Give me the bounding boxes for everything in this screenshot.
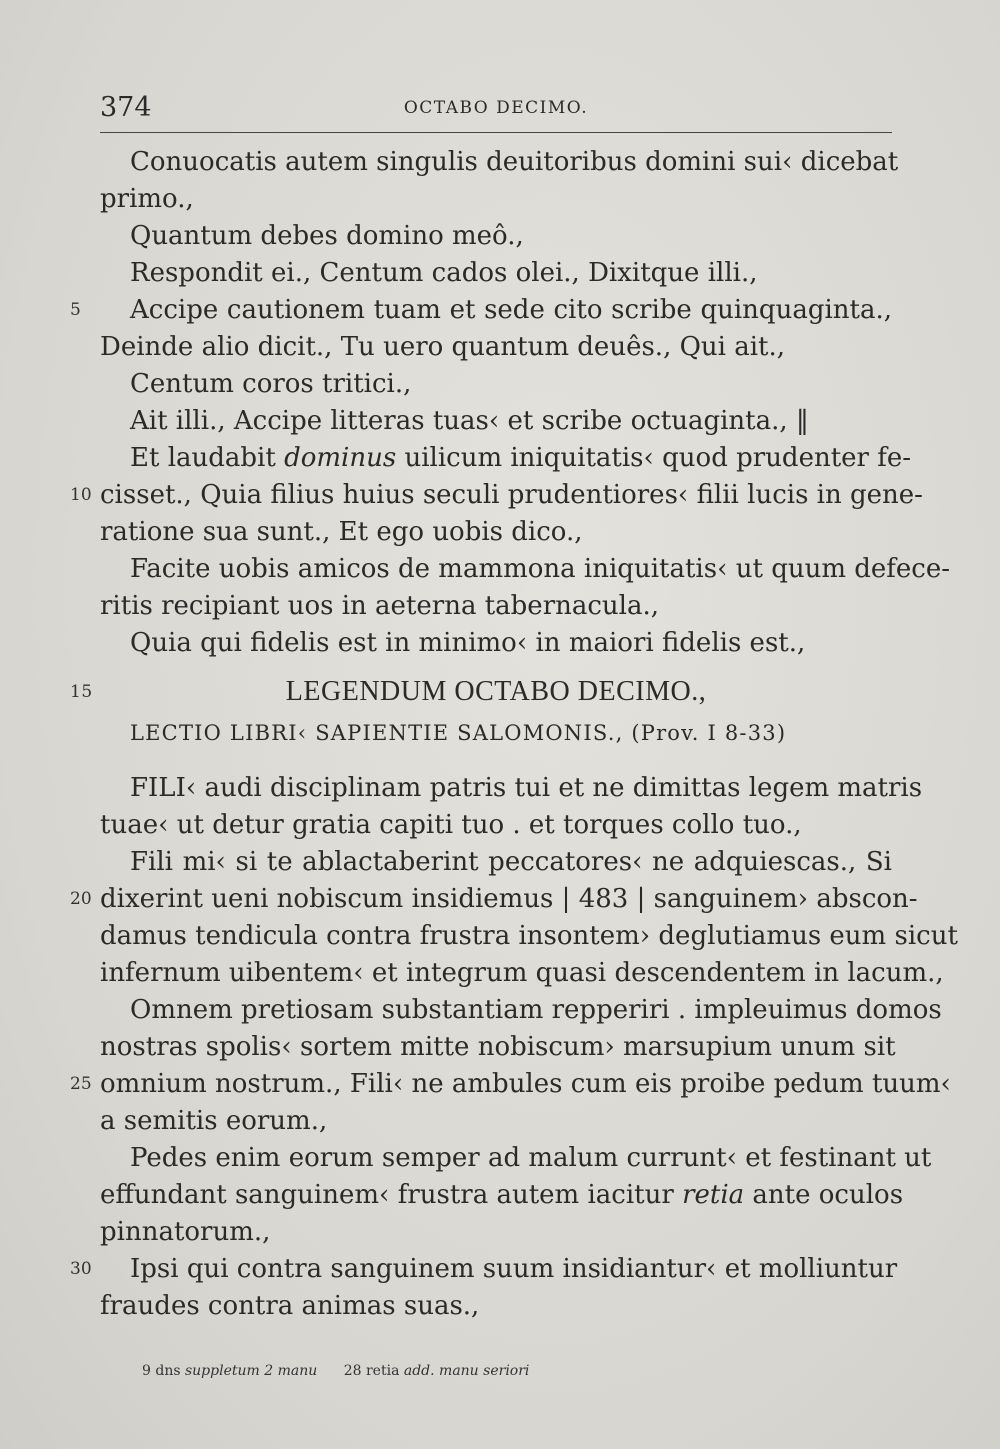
line-text: infernum uibentem‹ et integrum quasi descendentem in lacum., (100, 958, 944, 988)
text-line (100, 440, 912, 477)
text-line (100, 1140, 932, 1177)
text-line (100, 1177, 904, 1214)
section-subtitle: LECTIO LIBRI‹ SAPIENTIE SALOMONIS., (Prov. I 8-33) (130, 721, 787, 745)
text-line (100, 588, 892, 625)
line-number: 5 (70, 300, 81, 320)
line-text: Respondit ei., Centum cados olei., Dixitque illi., (130, 258, 758, 288)
text-line (100, 807, 892, 844)
text-line (100, 992, 942, 1029)
text-line (70, 1251, 898, 1288)
line-text (100, 440, 912, 477)
text-block-1 (70, 144, 899, 440)
text-line (100, 918, 958, 955)
footnote-text: suppletum 2 manu (184, 1363, 318, 1379)
text-line (100, 181, 892, 218)
line-text: Conuocatis autem singulis deuitoribus domini sui‹ dicebat (130, 147, 899, 177)
line-text (100, 1177, 904, 1214)
footnote-text: add. manu seriori (403, 1363, 530, 1379)
text-block-4 (70, 1214, 898, 1325)
line-text: ratione sua sunt., Et ego uobis dico., (100, 517, 583, 547)
line-text: Centum coros tritici., (130, 369, 412, 399)
line-text: Fili mi‹ si te ablactaberint peccatores‹ ne adquiescas., Si (130, 847, 892, 877)
text-block-3 (70, 770, 958, 1177)
line-text: dixerint ueni nobiscum insidiemus | 483 | sanguinem› abscon- (100, 884, 918, 914)
line-text: a semitis eorum., (100, 1106, 328, 1136)
line-number: 10 (70, 485, 92, 505)
line-text: omnium nostrum., Fili‹ ne ambules cum eis proibe pedum tuum‹ (100, 1069, 951, 1099)
line-text: cisset., Quia filius huius seculi prudentiores‹ filii lucis in gene- (100, 480, 923, 510)
line-text-roman: ante oculos (744, 1180, 904, 1210)
text-line (100, 1288, 892, 1325)
footnote-ref: 28 retia (343, 1363, 404, 1379)
footnote (344, 1363, 530, 1379)
line-text-italic: dominus (284, 443, 397, 473)
text-line (70, 477, 923, 514)
line-text: tuae‹ ut detur gratia capiti tuo . et torques collo tuo., (100, 810, 802, 840)
text-line (100, 255, 892, 292)
text-line (100, 366, 892, 403)
text-line (70, 1066, 951, 1103)
line-text: Quantum debes domino meô., (130, 221, 524, 251)
section-title: LEGENDUM OCTABO DECIMO., (285, 676, 707, 707)
line-text: damus tendicula contra frustra insontem› deglutiamus eum sicut (100, 921, 958, 951)
line-number: 15 (70, 682, 93, 702)
text-block-2 (70, 477, 951, 662)
line-text: Ipsi qui contra sanguinem suum insidiantur‹ et molliuntur (130, 1254, 898, 1284)
line-text: fraudes contra animas suas., (100, 1291, 480, 1321)
line-text: Omnem pretiosam substantiam repperiri . impleuimus domos (130, 995, 942, 1025)
line-text: Pedes enim eorum semper ad malum currunt‹ et festinant ut (130, 1143, 932, 1173)
page-number: 374 (100, 92, 152, 123)
text-line (70, 292, 892, 329)
section-subheading (100, 714, 892, 752)
line-text: Deinde alio dicit., Tu uero quantum deuês., Qui ait., (100, 332, 786, 362)
text-line (100, 1029, 896, 1066)
line-text: Ait illi., Accipe litteras tuas‹ et scribe octuaginta., ‖ (130, 406, 809, 436)
line-number: 25 (70, 1074, 92, 1094)
text-line (100, 551, 951, 588)
line-text: FILI‹ audi disciplinam patris tui et ne dimittas legem matris (130, 773, 923, 803)
text-line (100, 625, 892, 662)
line-number: 20 (70, 889, 92, 909)
text-line (100, 955, 944, 992)
text-line (100, 329, 892, 366)
line-text-roman: effundant sanguinem‹ frustra autem iacitur (100, 1180, 683, 1210)
page-header (100, 92, 892, 133)
line-text: Facite uobis amicos de mammona iniquitatis‹ ut quum defece- (130, 554, 951, 584)
text-line (100, 1103, 892, 1140)
running-head: OCTABO DECIMO. (403, 98, 589, 118)
line-text-roman: Et laudabit (130, 443, 285, 473)
text-line (100, 770, 923, 807)
text-line (100, 1214, 892, 1251)
footnote-ref: 9 dns (142, 1363, 185, 1379)
line-text: Quia qui fidelis est in minimo‹ in maiori fidelis est., (130, 628, 806, 658)
line-text-italic: retia (682, 1180, 745, 1210)
line-text: nostras spolis‹ sortem mitte nobiscum› marsupium unum sit (100, 1032, 896, 1062)
line-text: primo., (100, 184, 194, 214)
text-line (70, 881, 918, 918)
footnote (142, 1363, 317, 1379)
line-text-roman: uilicum iniquitatis‹ quod prudenter fe- (396, 443, 912, 473)
text-line (100, 144, 899, 181)
text-line (100, 514, 892, 551)
footnotes (142, 1363, 551, 1379)
text-line (100, 218, 892, 255)
text-line (100, 844, 892, 881)
line-text: pinnatorum., (100, 1217, 271, 1247)
section-heading (70, 670, 892, 714)
text-body (70, 144, 958, 1325)
line-text: Accipe cautionem tuam et sede cito scribe quinquaginta., (130, 295, 892, 325)
text-line (100, 403, 892, 440)
line-text: ritis recipiant uos in aeterna tabernacula., (100, 591, 660, 621)
line-number: 30 (70, 1259, 92, 1279)
